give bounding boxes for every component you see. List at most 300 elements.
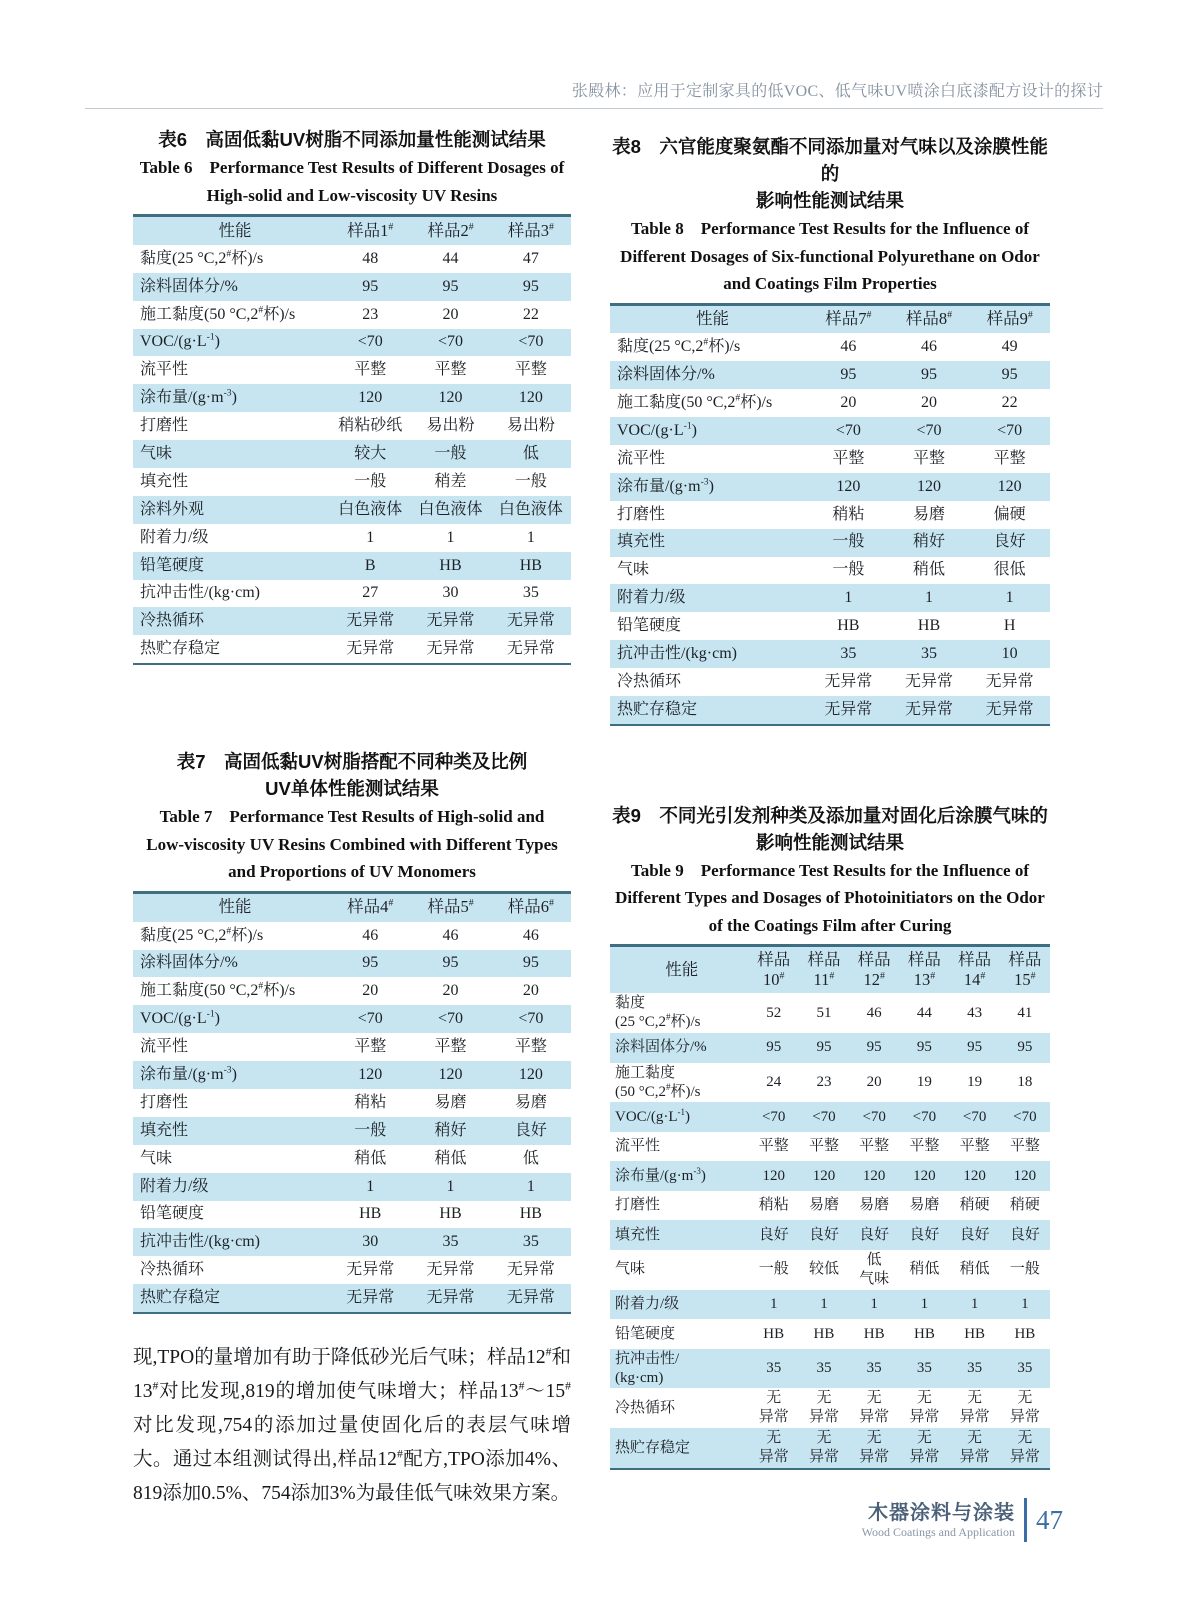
cell-value: 平整 [993, 449, 1026, 467]
row-label: 涂布量$/(g\cdot m^{-3})$ [140, 1064, 237, 1083]
table8 [610, 303, 1050, 726]
cell-value: 95 [840, 366, 857, 384]
cell-value: 46 [866, 1004, 882, 1021]
cell-value: 35 [967, 1360, 983, 1377]
cell-value: 46 [522, 926, 539, 944]
row-label: 涂布量$/(g\cdot m^{-3})$ [617, 476, 714, 495]
cell-value: 无异常 [824, 672, 873, 690]
row-label: 铅笔硬度 [615, 1325, 676, 1342]
property-header: 性能 [218, 220, 252, 240]
cell-value: 1 [970, 1296, 979, 1312]
cell-value: 易磨 [859, 1197, 890, 1214]
row-label: 涂料固体分/% [140, 954, 238, 972]
column-header: 样品9# [986, 309, 1033, 329]
row-label: 铅笔硬度 [140, 1205, 205, 1223]
table-row [610, 1220, 1050, 1250]
cell-value: HB [863, 1325, 885, 1342]
cell-value: 95 [522, 954, 539, 972]
cell-value: 44 [916, 1004, 932, 1021]
cell-value: 95 [1001, 366, 1018, 384]
cell-value: 1 [1005, 589, 1014, 607]
cell-value: 平整 [354, 1038, 387, 1056]
cell-value: 一般 [1009, 1261, 1040, 1278]
cell-value: B [364, 556, 376, 574]
column-header: 样品8# [905, 309, 953, 329]
cell-value: 易出粉 [426, 417, 475, 435]
row-label: VOC/$(g\cdot L^{-1})$ [140, 332, 220, 351]
row-label: 涂料固体分/% [615, 1039, 707, 1056]
cell-value: <70 [916, 421, 942, 439]
cell-value: 95 [442, 277, 459, 295]
table6-block [133, 126, 571, 665]
table8-block [610, 133, 1050, 726]
cell-value: 无异常 [506, 1289, 555, 1307]
cell-value: HB [519, 1205, 542, 1223]
row-label: 施工黏度(50 °C,2#杯)/s [617, 392, 773, 412]
row-label: 气味 [140, 1149, 173, 1167]
row-label: 施工黏度(50 °C,2#杯)/s [140, 304, 296, 323]
cell-value: 95 [522, 277, 539, 295]
cell-value: 1 [526, 528, 535, 546]
cell-value: 低 [522, 444, 539, 462]
cell-value: 无 异常 [909, 1390, 940, 1426]
cell-value: 一般 [758, 1261, 789, 1278]
cell-value: 10 [1001, 645, 1018, 663]
cell-value: 较低 [808, 1261, 839, 1278]
cell-value: HB [1014, 1325, 1036, 1342]
cell-value: 易磨 [913, 505, 946, 523]
cell-value: 平整 [808, 1138, 839, 1155]
cell-value: 19 [967, 1074, 983, 1091]
row-label: 打磨性 [615, 1197, 661, 1214]
cell-value: H [1003, 617, 1016, 635]
table6 [133, 214, 571, 665]
cell-value: 无 异常 [1009, 1390, 1040, 1426]
cell-value: 稍差 [434, 472, 467, 490]
cell-value: 46 [921, 338, 937, 356]
cell-value: 无 异常 [758, 1430, 789, 1466]
table-row [610, 445, 1050, 473]
cell-value: 稍低 [959, 1261, 990, 1278]
table8-title-zh: 表8 六官能度聚氨酯不同添加量对气味以及涂膜性能的 影响性能测试结果 [612, 136, 1048, 211]
cell-value: <70 [357, 333, 383, 351]
column-header: 样品5# [427, 897, 474, 917]
row-label: 抗冲击性/ (kg·cm) [615, 1350, 680, 1386]
cell-value: 平整 [434, 1038, 467, 1056]
cell-value: 22 [1001, 394, 1018, 412]
cell-value: 95 [816, 1039, 832, 1056]
row-label: 流平性 [617, 449, 666, 467]
row-label: 抗冲击性/(kg·cm) [140, 1233, 260, 1251]
property-header: 性能 [696, 309, 729, 329]
table-row [610, 612, 1050, 640]
cell-value: 稍粘砂纸 [338, 417, 403, 435]
cell-value: <70 [357, 1010, 383, 1028]
column-header: 样品 13# [907, 949, 941, 990]
table7-title-zh: 表7 高固低黏UV树脂搭配不同种类及比例 UV单体性能测试结果 [176, 751, 528, 800]
table-row [610, 668, 1050, 696]
row-label: 黏度(25 °C,2#杯)/s [617, 336, 741, 356]
table-row [133, 1117, 571, 1145]
cell-value: 35 [522, 584, 539, 602]
table6-title-en: Table 6 Performance Test Results of Different Dosages of High-solid and Low-viscosity UV Resins [139, 158, 565, 205]
cell-value: <70 [761, 1108, 786, 1125]
table-row [133, 245, 571, 273]
cell-value: 无 异常 [808, 1390, 839, 1426]
journal-name [862, 1501, 1024, 1540]
cell-value: 平整 [913, 449, 946, 467]
cell-value: 95 [967, 1039, 983, 1056]
cell-value: 无异常 [506, 612, 555, 630]
cell-value: HB [439, 1205, 462, 1223]
cell-value: 1 [820, 1296, 828, 1312]
row-label: 填充性 [617, 533, 666, 551]
cell-value: 20 [522, 982, 539, 1000]
cell-value: 稍粘 [354, 1093, 387, 1111]
cell-value: 20 [866, 1074, 882, 1091]
table9 [610, 944, 1050, 1470]
cell-value: 无 异常 [859, 1430, 890, 1466]
cell-value: 良好 [959, 1226, 990, 1243]
cell-value: 稍低 [354, 1149, 387, 1167]
cell-value: <70 [912, 1108, 937, 1125]
cell-value: 白色液体 [498, 500, 563, 518]
cell-value: 无异常 [905, 700, 954, 718]
row-label: 冷热循环 [617, 672, 682, 690]
cell-value: 23 [362, 305, 379, 323]
row-label: VOC/$(g\cdot L^{-1})$ [615, 1106, 690, 1125]
cell-value: 120 [358, 1065, 383, 1083]
column-header: 样品 11# [807, 949, 841, 990]
column-header: 样品3# [507, 220, 554, 240]
cell-value: <70 [518, 1010, 544, 1028]
row-label: 打磨性 [140, 1093, 189, 1111]
row-label: 附着力/级 [615, 1296, 680, 1312]
table-row [133, 635, 571, 663]
row-label: 施工黏度 (50 °C,2#杯)/s [615, 1064, 701, 1100]
page-footer [862, 1498, 1063, 1542]
cell-value: 易磨 [514, 1093, 547, 1111]
cell-value: 白色液体 [418, 500, 483, 518]
cell-value: 易磨 [909, 1197, 940, 1214]
cell-value: 95 [766, 1039, 782, 1056]
cell-value: 无 异常 [909, 1430, 940, 1466]
row-label: 抗冲击性/(kg·cm) [617, 645, 737, 663]
table-header-row [133, 894, 571, 922]
table-row [610, 361, 1050, 389]
cell-value: <70 [997, 421, 1023, 439]
cell-value: 良好 [993, 533, 1026, 551]
row-label: VOC/$(g\cdot L^{-1})$ [140, 1008, 220, 1028]
cell-value: 35 [816, 1360, 832, 1377]
cell-value: 平整 [758, 1138, 789, 1155]
cell-value: 无 异常 [808, 1430, 839, 1466]
row-label: 黏度(25 °C,2#杯)/s [140, 925, 264, 944]
cell-value: 46 [840, 338, 857, 356]
cell-value: 良好 [808, 1226, 839, 1243]
cell-value: 稍低 [434, 1149, 467, 1167]
cell-value: 平整 [434, 361, 467, 379]
cell-value: 无 异常 [959, 1390, 990, 1426]
table-row [610, 389, 1050, 417]
cell-value: 1 [920, 1296, 929, 1312]
column-header: 样品7# [825, 309, 872, 329]
cell-value: 稍好 [434, 1121, 467, 1139]
cell-value: 120 [518, 389, 543, 407]
cell-value: 很低 [993, 561, 1026, 579]
table-row [133, 329, 571, 357]
cell-value: 无异常 [985, 700, 1034, 718]
cell-value: 低 [522, 1149, 539, 1167]
row-label: 热贮存稳定 [140, 1289, 221, 1307]
cell-value: <70 [812, 1108, 836, 1125]
cell-value: 95 [866, 1039, 882, 1056]
table-row [610, 333, 1050, 361]
cell-value: HB [964, 1325, 986, 1342]
table-row [610, 584, 1050, 612]
cell-value: 无 异常 [959, 1430, 990, 1466]
row-label: 冷热循环 [140, 612, 205, 630]
cell-value: 30 [362, 1233, 379, 1251]
cell-value: <70 [1013, 1108, 1037, 1125]
cell-value: 无异常 [426, 1289, 475, 1307]
cell-value: HB [913, 1325, 935, 1342]
cell-value: 稍粘 [758, 1197, 789, 1214]
cell-value: <70 [835, 421, 861, 439]
table-row [610, 1349, 1050, 1389]
cell-value: HB [837, 617, 860, 635]
row-label: 填充性 [140, 472, 189, 490]
table-row [133, 922, 571, 950]
cell-value: HB [439, 556, 462, 574]
cell-value: 平整 [832, 449, 865, 467]
cell-value: 120 [862, 1167, 886, 1184]
row-label: 填充性 [615, 1226, 661, 1243]
cell-value: 易出粉 [506, 417, 555, 435]
cell-value: 41 [1017, 1004, 1033, 1021]
row-label: 热贮存稳定 [140, 640, 221, 658]
cell-value: 22 [522, 305, 539, 323]
table9-title-en: Table 9 Performance Test Results for the Influence of Different Types and Dosages of Photoinitiators on the Odor of the Coatings Film after Curing [615, 860, 1045, 935]
cell-value: 平整 [959, 1138, 990, 1155]
row-label: 冷热循环 [140, 1261, 205, 1279]
cell-value: 良好 [758, 1226, 789, 1243]
table-header-row [610, 947, 1050, 993]
cell-value: 一般 [354, 472, 387, 490]
column-header: 样品1# [347, 220, 394, 240]
table-row [133, 496, 571, 524]
body-paragraph: 现,TPO的量增加有助于降低砂光后气味；样品12#和13#对比发现,819的增加使气味增大；样品13#～15#对比发现,754的添加过量使固化后的表层气味增大。通过本组测试得出,样品12#配方,TPO添加4%、819添加0.5%、754添加3%为最佳低气味效果方案。 [133, 1345, 571, 1505]
table-row [610, 1033, 1050, 1063]
cell-value: 30 [442, 584, 459, 602]
property-header: 性能 [665, 959, 699, 979]
table-row [133, 950, 571, 978]
table-header-row [133, 217, 571, 245]
cell-value: 1 [366, 528, 375, 546]
cell-value: 平整 [909, 1138, 940, 1155]
cell-value: 46 [362, 926, 379, 944]
cell-value: 120 [518, 1065, 543, 1083]
cell-value: 白色液体 [338, 500, 403, 518]
cell-value: 一般 [832, 533, 865, 551]
cell-value: 稍粘 [832, 505, 865, 523]
cell-value: 24 [766, 1074, 782, 1091]
table-row [610, 557, 1050, 585]
row-label: 附着力/级 [140, 1177, 209, 1195]
cell-value: 44 [442, 249, 459, 267]
cell-value: <70 [518, 333, 544, 351]
table-row [610, 1428, 1050, 1468]
cell-value: 一般 [832, 561, 865, 579]
cell-value: 易磨 [434, 1093, 467, 1111]
column-header: 样品4# [347, 897, 394, 917]
column-header: 样品 14# [958, 949, 992, 990]
cell-value: 51 [816, 1004, 832, 1021]
cell-value: 23 [816, 1074, 832, 1091]
property-header: 性能 [218, 897, 252, 917]
cell-value: 20 [921, 394, 937, 412]
cell-value: 35 [921, 645, 937, 663]
cell-value: 无 异常 [859, 1390, 890, 1426]
cell-value: 35 [1017, 1360, 1033, 1377]
cell-value: 1 [844, 589, 853, 607]
table-row [610, 1063, 1050, 1103]
table7 [133, 891, 571, 1314]
cell-value: HB [813, 1325, 835, 1342]
row-label: 气味 [617, 561, 650, 579]
cell-value: 35 [522, 1233, 539, 1251]
cell-value: 低 气味 [859, 1251, 890, 1287]
page-number: 47 [1036, 1504, 1063, 1535]
cell-value: 一般 [434, 444, 467, 462]
row-label: 铅笔硬度 [617, 617, 682, 635]
cell-value: 35 [866, 1360, 882, 1377]
table-row [610, 640, 1050, 668]
journal-name-zh: 木器涂料与涂装 [868, 1501, 1015, 1524]
table-row [610, 529, 1050, 557]
table-row [610, 993, 1050, 1033]
table-row [133, 384, 571, 412]
row-label: 铅笔硬度 [140, 556, 205, 574]
cell-value: 平整 [514, 1038, 547, 1056]
table7-title-en: Table 7 Performance Test Results of High-solid and Low-viscosity UV Resins Combined with Different Types and Proportions of UV Monomers [146, 807, 558, 882]
cell-value: 无异常 [346, 1261, 395, 1279]
table-row [610, 1191, 1050, 1221]
table-row [133, 1033, 571, 1061]
cell-value: HB [519, 556, 542, 574]
header-rule [85, 108, 1103, 109]
cell-value: 27 [362, 584, 379, 602]
table-row [610, 1250, 1050, 1290]
table-row [610, 501, 1050, 529]
table-row [133, 1256, 571, 1284]
cell-value: 平整 [1009, 1138, 1040, 1155]
cell-value: 无异常 [426, 640, 475, 658]
table-row [133, 1089, 571, 1117]
cell-value: 无异常 [506, 1261, 555, 1279]
cell-value: 无异常 [985, 672, 1034, 690]
cell-value: 1 [446, 528, 455, 546]
cell-value: 120 [812, 1167, 836, 1184]
row-label: 填充性 [140, 1121, 189, 1139]
cell-value: 120 [438, 1065, 463, 1083]
cell-value: 1 [366, 1177, 375, 1195]
table-row [133, 580, 571, 608]
table-header-row [610, 306, 1050, 334]
cell-value: 95 [362, 954, 379, 972]
table6-title-zh: 表6 高固低黏UV树脂不同添加量性能测试结果 [158, 129, 546, 150]
cell-value: 较大 [354, 444, 387, 462]
table-row [610, 1319, 1050, 1349]
table-row [133, 273, 571, 301]
cell-value: 良好 [1009, 1226, 1040, 1243]
cell-value: 1 [870, 1296, 878, 1312]
cell-value: 120 [997, 477, 1022, 495]
cell-value: 平整 [859, 1138, 890, 1155]
table-row [133, 524, 571, 552]
table9-title-zh: 表9 不同光引发剂种类及添加量对固化后涂膜气味的 影响性能测试结果 [612, 804, 1048, 853]
cell-value: 35 [766, 1360, 782, 1377]
row-label: 附着力/级 [140, 528, 209, 546]
table-row [610, 1161, 1050, 1191]
cell-value: 良好 [514, 1121, 547, 1139]
column-header: 样品 15# [1008, 949, 1042, 990]
row-label: 涂料固体分/% [140, 277, 238, 295]
cell-value: 49 [1001, 338, 1018, 356]
row-label: 气味 [140, 444, 173, 462]
cell-value: 120 [917, 477, 941, 495]
table-row [610, 1388, 1050, 1428]
cell-value: 无异常 [346, 640, 395, 658]
table8-title-en: Table 8 Performance Test Results for the Influence of Different Dosages of Six-functional Polyurethane on Odor and Coatings Film Properties [620, 219, 1040, 293]
cell-value: 无异常 [506, 640, 555, 658]
cell-value: HB [763, 1325, 785, 1342]
table-row [610, 696, 1050, 724]
cell-value: 120 [358, 389, 383, 407]
cell-value: <70 [438, 1010, 464, 1028]
table-row [610, 417, 1050, 445]
table-row [133, 301, 571, 329]
table-row [133, 1061, 571, 1089]
cell-value: 无异常 [346, 612, 395, 630]
journal-name-en: Wood Coatings and Application [861, 1524, 1015, 1539]
table-row [133, 440, 571, 468]
table-row [133, 1173, 571, 1201]
cell-value: 52 [766, 1004, 782, 1021]
table9-block [610, 802, 1050, 1470]
cell-value: 稍低 [913, 561, 946, 579]
cell-value: 18 [1017, 1074, 1033, 1091]
cell-value: <70 [962, 1108, 987, 1125]
column-header: 样品 10# [757, 949, 791, 990]
cell-value: 偏硬 [993, 505, 1026, 523]
table-row [133, 1005, 571, 1033]
cell-value: 95 [1017, 1039, 1033, 1056]
cell-value: 1 [526, 1177, 535, 1195]
running-head: 张殿林：应用于定制家具的低VOC、低气味UV喷涂白底漆配方设计的探讨 [571, 83, 1103, 100]
cell-value: 120 [438, 389, 463, 407]
cell-value: 良好 [909, 1226, 940, 1243]
cell-value: <70 [862, 1108, 886, 1125]
cell-value: 46 [442, 926, 459, 944]
row-label: 打磨性 [617, 505, 666, 523]
cell-value: 1 [925, 589, 933, 607]
row-label: 黏度 (25 °C,2#杯)/s [615, 995, 701, 1031]
cell-value: 稍硬 [1009, 1197, 1040, 1214]
table-row [610, 1132, 1050, 1162]
column-header: 样品6# [507, 897, 554, 917]
table-row [133, 1284, 571, 1312]
